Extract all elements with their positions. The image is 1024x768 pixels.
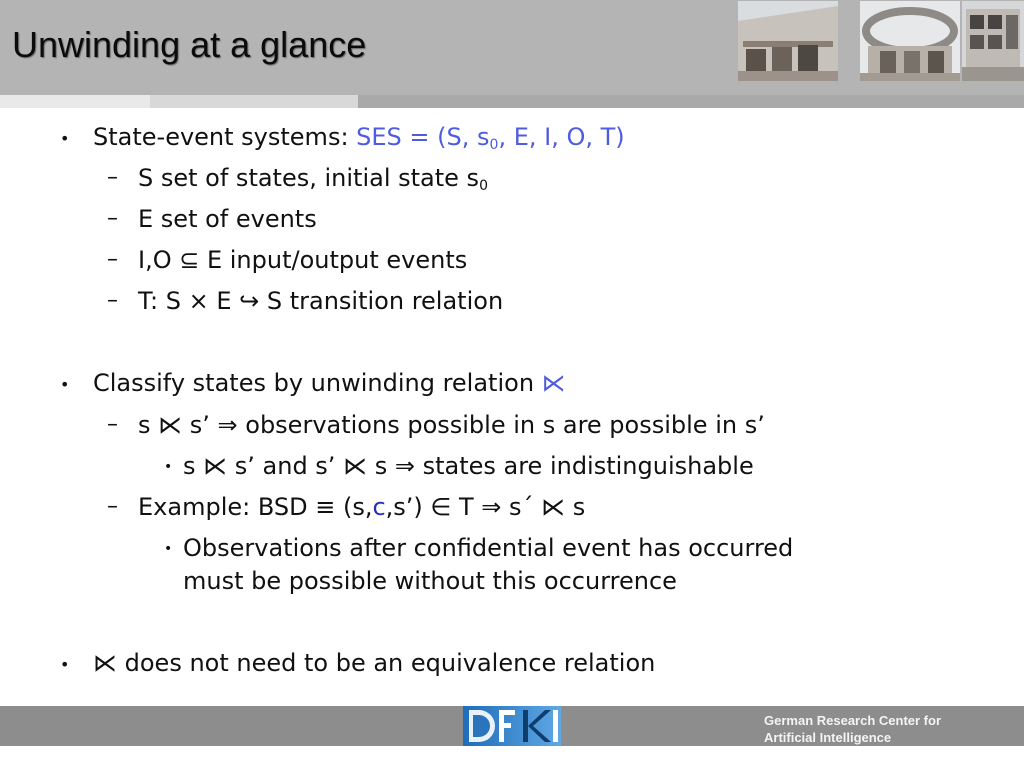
sub-item-states-subscript: 0 xyxy=(479,178,488,194)
bullet-equivalence: ⋉ does not need to be an equivalence relation xyxy=(93,649,656,677)
sub-item-states-text: S set of states, initial state s xyxy=(138,164,480,192)
dash-marker: – xyxy=(107,247,118,272)
point-indistinguishable: s ⋉ s’ and s’ ⋉ s ⇒ states are indistinguishable xyxy=(183,452,754,480)
sub-item-example xyxy=(138,492,585,522)
sub-item-events: E set of events xyxy=(138,205,317,233)
dash-marker: – xyxy=(107,288,118,313)
dash-marker: – xyxy=(107,494,118,519)
bullet-ses xyxy=(93,122,625,152)
bullet-marker: • xyxy=(60,375,70,394)
sub-item-states xyxy=(138,163,488,193)
sub-item-observations: s ⋉ s’ ⇒ observations possible in s are possible in s’ xyxy=(138,411,765,439)
dfki-logo xyxy=(463,706,561,746)
bullet-marker: • xyxy=(164,541,173,557)
bullet-classify-label: Classify states by unwinding relation xyxy=(93,369,542,397)
ses-definition-prefix: SES = (S, s xyxy=(356,123,490,151)
bullet-marker: • xyxy=(60,129,70,148)
sub-item-transition: T: S × E ↪ S transition relation xyxy=(138,287,504,315)
bullet-marker: • xyxy=(60,655,70,674)
ses-definition xyxy=(356,123,624,151)
footer-bottom-band xyxy=(0,746,1024,768)
footer-org-line1: German Research Center for xyxy=(764,713,942,728)
ses-definition-subscript: 0 xyxy=(489,137,499,153)
point-observations-line1: Observations after confidential event has occurred xyxy=(183,534,794,562)
relation-symbol: ⋉ xyxy=(541,369,566,397)
bullet-classify xyxy=(93,368,566,398)
bullet-ses-label: State-event systems: xyxy=(93,123,357,151)
dash-marker: – xyxy=(107,165,118,190)
dash-marker: – xyxy=(107,412,118,437)
footer-organization xyxy=(764,712,941,746)
point-observations-line2: must be possible without this occurrence xyxy=(183,567,677,595)
dash-marker: – xyxy=(107,206,118,231)
ses-definition-suffix: , E, I, O, T) xyxy=(498,123,625,151)
example-suffix: ,s’) ∈ T ⇒ s´ ⋉ s xyxy=(385,493,586,521)
bullet-marker: • xyxy=(164,459,173,475)
footer-org-line2: Artificial Intelligence xyxy=(764,730,892,745)
example-prefix: Example: BSD ≡ (s, xyxy=(138,493,373,521)
confidential-event-c: c xyxy=(372,493,386,521)
slide-title: Unwinding at a glance xyxy=(12,24,367,65)
sub-item-io: I,O ⊆ E input/output events xyxy=(138,246,468,274)
